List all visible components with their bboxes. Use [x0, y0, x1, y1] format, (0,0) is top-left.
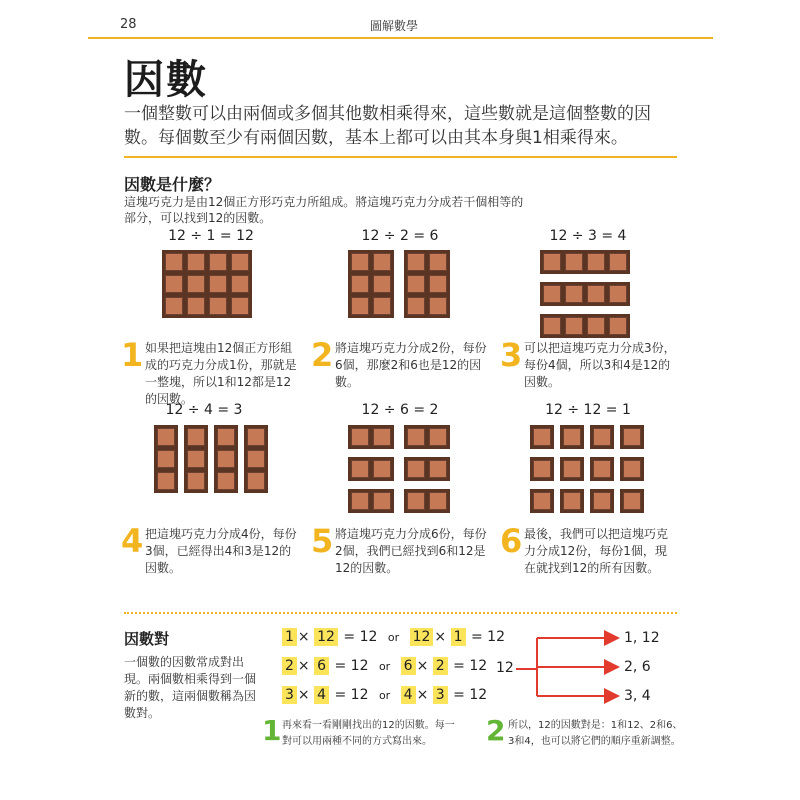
chocolate-piece	[560, 425, 584, 449]
factor-pairs-arrow-diagram	[490, 620, 690, 710]
equation-5: 12 ÷ 6 = 2	[361, 402, 439, 418]
chocolate-square	[407, 492, 425, 510]
product: 12	[359, 629, 378, 645]
chocolate-square	[187, 428, 205, 446]
chocolate-piece	[404, 489, 450, 513]
chocolate-piece	[540, 282, 630, 306]
intro-rule	[124, 156, 677, 158]
equation-2: 12 ÷ 2 = 6	[361, 228, 439, 244]
chocolate-piece	[404, 457, 450, 481]
step-number: 3	[500, 336, 523, 374]
chocolate-square	[429, 460, 447, 478]
equation-1: 12 ÷ 1 = 12	[168, 228, 254, 244]
product: 12	[487, 629, 505, 645]
step-text: 將這塊巧克力分成2份，每份6個，那麼2和6也是12的因數。	[335, 341, 487, 389]
chocolate-square	[429, 297, 447, 315]
chocolate-square	[429, 428, 447, 446]
chocolate-square	[429, 492, 447, 510]
chocolate-square	[543, 253, 561, 271]
factor-a: 2	[282, 657, 297, 675]
chocolate-piece	[540, 250, 630, 274]
chocolate-piece	[348, 425, 394, 449]
factor-pairs-heading: 因數對	[124, 630, 170, 648]
chocolate-square	[217, 472, 235, 490]
chocolate-piece	[530, 489, 554, 513]
chocolate-square	[533, 492, 551, 510]
chocolate-square	[373, 297, 391, 315]
factor-b: 6	[401, 657, 416, 675]
factor-a: 1	[451, 628, 466, 646]
chocolate-square	[373, 460, 391, 478]
step-text: 可以把這塊巧克力分成3份，每份4個，所以3和4是12的因數。	[524, 341, 676, 389]
chocolate-piece	[348, 457, 394, 481]
chocolate-piece	[530, 425, 554, 449]
chocolate-square	[609, 285, 627, 303]
chocolate-square	[231, 297, 249, 315]
chocolate-square	[563, 460, 581, 478]
chocolate-piece	[560, 489, 584, 513]
factor-a: 3	[282, 686, 297, 704]
chocolate-square	[593, 460, 611, 478]
or-word: or	[378, 689, 391, 702]
chocolate-piece	[244, 425, 268, 493]
page-title: 因數	[124, 57, 208, 103]
product: 12	[469, 687, 488, 703]
factor-b: 4	[401, 686, 416, 704]
factor-b: 6	[314, 657, 329, 675]
step-number: 5	[311, 522, 334, 560]
chocolate-square	[165, 275, 183, 293]
chocolate-piece	[590, 425, 614, 449]
chocolate-square	[351, 275, 369, 293]
chocolate-square	[563, 428, 581, 446]
chocolate-square	[157, 472, 175, 490]
equation-6: 12 ÷ 12 = 1	[545, 402, 631, 418]
chocolate-square	[209, 253, 227, 271]
chocolate-square	[187, 275, 205, 293]
step-text: 把這塊巧克力分成4份，每份3個，已經得出4和3是12的因數。	[145, 527, 297, 575]
chocolate-square	[351, 492, 369, 510]
factor-b: 4	[314, 686, 329, 704]
factor-pair-row: 3 × 4 = 12 or 4 × 3 = 12	[282, 686, 487, 704]
chocolate-square	[187, 297, 205, 315]
step-number: 6	[500, 522, 523, 560]
step-text: 最後，我們可以把這塊巧克力分成12份，每份1個，現在就找到12的所有因數。	[524, 527, 669, 575]
or-word: or	[378, 660, 391, 673]
chocolate-square	[247, 472, 265, 490]
chocolate-piece	[214, 425, 238, 493]
note-text: 所以，12的因數對是：1和12、2和6、3和4，也可以將它們的順序重新調整。	[508, 720, 683, 747]
factor-b: 12	[314, 628, 338, 646]
chocolate-piece	[184, 425, 208, 493]
chocolate-piece	[404, 425, 450, 449]
section-heading: 因數是什麼？	[124, 175, 221, 194]
note-number: 2	[486, 714, 506, 747]
chocolate-square	[565, 317, 583, 335]
chocolate-square	[533, 428, 551, 446]
chocolate-piece	[590, 489, 614, 513]
equation-4: 12 ÷ 4 = 3	[165, 402, 243, 418]
note-number: 1	[262, 714, 282, 747]
chocolate-square	[217, 428, 235, 446]
diagram-target: 2, 6	[624, 659, 651, 675]
chocolate-square	[429, 253, 447, 271]
dotted-divider	[124, 612, 677, 614]
chocolate-square	[247, 428, 265, 446]
section-description: 這塊巧克力是由12個正方形巧克力所組成。將這塊巧克力分成若干個相等的部分，可以找到12的因數。	[124, 195, 524, 225]
chocolate-square	[407, 275, 425, 293]
chocolate-square	[623, 428, 641, 446]
header-rule	[88, 37, 713, 39]
chocolate-square	[187, 450, 205, 468]
chocolate-square	[533, 460, 551, 478]
running-header-title: 圖解數學	[370, 19, 419, 33]
chocolate-piece	[620, 425, 644, 449]
step-text: 如果把這塊由12個正方形組成的巧克力分成1份，那就是一整塊，所以1和12都是12的因數。	[145, 341, 297, 406]
step-number: 4	[121, 522, 144, 560]
chocolate-square	[565, 253, 583, 271]
chocolate-square	[565, 285, 583, 303]
step-text: 將這塊巧克力分成6份，每份2個，我們已經找到6和12是12的因數。	[335, 527, 487, 575]
intro-paragraph: 一個整數可以由兩個或多個其他數相乘得來，這些數就是這個整數的因數。每個數至少有兩個因數，基本上都可以由其本身與1相乘得來。	[124, 104, 651, 148]
factor-b: 12	[410, 628, 434, 646]
chocolate-piece	[540, 314, 630, 338]
chocolate-square	[187, 253, 205, 271]
note-text: 再來看一看剛剛找出的12的因數。每一對可以用兩種不同的方式寫出來。	[282, 720, 455, 747]
chocolate-square	[351, 297, 369, 315]
chocolate-piece	[404, 250, 450, 318]
chocolate-square	[351, 428, 369, 446]
chocolate-square	[407, 428, 425, 446]
chocolate-piece	[590, 457, 614, 481]
product: 12	[350, 658, 369, 674]
chocolate-square	[351, 253, 369, 271]
chocolate-square	[593, 428, 611, 446]
chocolate-piece	[560, 457, 584, 481]
chocolate-square	[623, 460, 641, 478]
diagram-source: 12	[496, 660, 514, 676]
chocolate-square	[587, 285, 605, 303]
or-word: or	[387, 631, 400, 644]
chocolate-square	[373, 428, 391, 446]
chocolate-square	[373, 492, 391, 510]
chocolate-square	[623, 492, 641, 510]
chocolate-square	[407, 297, 425, 315]
factor-a: 2	[433, 657, 448, 675]
chocolate-square	[429, 275, 447, 293]
chocolate-square	[543, 285, 561, 303]
diagram-target: 1, 12	[624, 630, 660, 646]
chocolate-square	[209, 275, 227, 293]
chocolate-square	[209, 297, 227, 315]
page-number: 28	[120, 17, 137, 32]
factor-a: 3	[433, 686, 448, 704]
chocolate-square	[157, 450, 175, 468]
chocolate-square	[231, 275, 249, 293]
chocolate-square	[609, 317, 627, 335]
product: 12	[350, 687, 369, 703]
chocolate-piece	[162, 250, 252, 318]
product: 12	[469, 658, 488, 674]
factor-pairs-description: 一個數的因數常成對出現。兩個數相乘得到一個新的數，這兩個數稱為因數對。	[124, 655, 257, 720]
chocolate-square	[157, 428, 175, 446]
chocolate-piece	[530, 457, 554, 481]
chocolate-square	[543, 317, 561, 335]
chocolate-square	[165, 297, 183, 315]
step-number: 1	[121, 336, 144, 374]
chocolate-square	[407, 460, 425, 478]
chocolate-piece	[348, 250, 394, 318]
step-number: 2	[311, 336, 334, 374]
equation-3: 12 ÷ 3 = 4	[549, 228, 627, 244]
chocolate-piece	[154, 425, 178, 493]
chocolate-piece	[620, 457, 644, 481]
chocolate-square	[165, 253, 183, 271]
chocolate-square	[247, 450, 265, 468]
factor-pair-row: 2 × 6 = 12 or 6 × 2 = 12	[282, 657, 487, 675]
chocolate-square	[563, 492, 581, 510]
chocolate-piece	[348, 489, 394, 513]
chocolate-square	[373, 275, 391, 293]
chocolate-square	[231, 253, 249, 271]
chocolate-square	[407, 253, 425, 271]
chocolate-square	[609, 253, 627, 271]
chocolate-square	[587, 317, 605, 335]
factor-a: 1	[282, 628, 297, 646]
chocolate-piece	[620, 489, 644, 513]
diagram-target: 3, 4	[624, 688, 651, 704]
chocolate-square	[187, 472, 205, 490]
chocolate-square	[373, 253, 391, 271]
chocolate-square	[587, 253, 605, 271]
chocolate-square	[593, 492, 611, 510]
chocolate-square	[351, 460, 369, 478]
chocolate-square	[217, 450, 235, 468]
factor-pair-row: 1 × 12 = 12 or 12 × 1 = 12	[282, 628, 505, 646]
